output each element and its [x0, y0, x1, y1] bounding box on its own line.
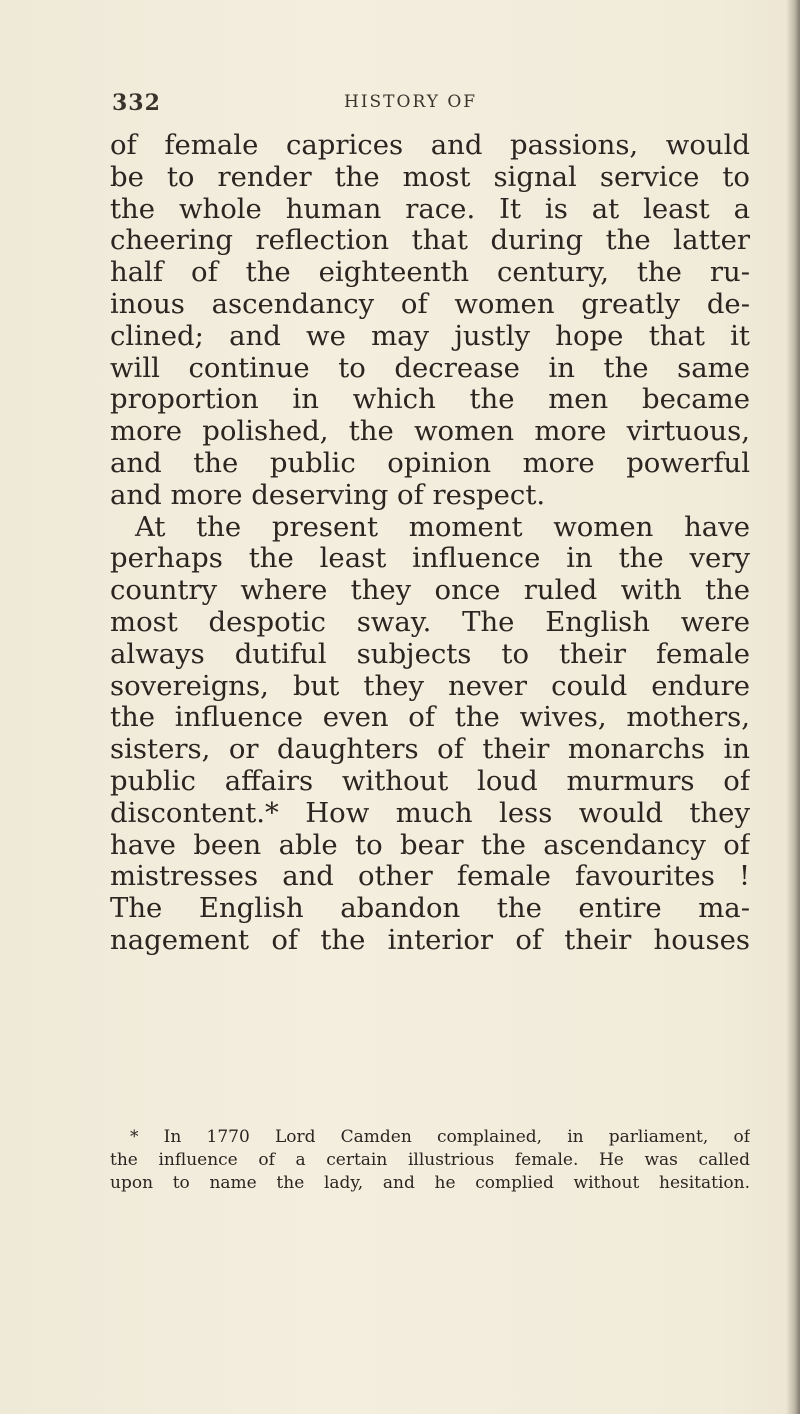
text-line: have been able to bear the ascendancy of: [110, 829, 750, 861]
text-line: and more deserving of respect.: [110, 479, 546, 511]
text-line: country where they once ruled with the: [110, 575, 750, 607]
text-line: the whole human race. It is at least a: [110, 193, 750, 225]
page-number: 332: [112, 90, 161, 116]
text-line: proportion in which the men became: [110, 384, 750, 416]
running-title: HISTORY OF: [344, 92, 478, 112]
text-line: cheering reflection that during the latter: [110, 225, 750, 257]
text-line: half of the eighteenth century, the ru-: [110, 257, 750, 289]
text-line: clined; and we may justly hope that it: [110, 320, 750, 352]
text-line: perhaps the least influence in the very: [110, 543, 750, 575]
text-line: mistresses and other female favourites !: [110, 861, 750, 893]
text-line: always dutiful subjects to their female: [110, 638, 750, 670]
text-line: of female caprices and passions, would: [110, 130, 750, 161]
running-head: [112, 90, 672, 130]
text-line: be to render the most signal service to: [110, 161, 750, 193]
text-line: nagement of the interior of their houses: [110, 924, 750, 956]
text-line: will continue to decrease in the same: [110, 352, 750, 384]
text-line: more polished, the women more virtuous,: [110, 416, 750, 448]
footnote: [110, 1126, 750, 1195]
text-line: the influence even of the wives, mothers,: [110, 702, 750, 734]
footnote-line: * In 1770 Lord Camden complained, in parliament, of: [130, 1127, 750, 1147]
text-line: The English abandon the entire ma-: [110, 893, 750, 925]
text-line: most despotic sway. The English were: [110, 606, 750, 638]
footnote-line: the influence of a certain illustrious female. He was called: [110, 1150, 750, 1170]
text-line: sovereigns, but they never could endure: [110, 670, 750, 702]
page-gutter-shadow: [786, 0, 800, 1414]
footnote-line: upon to name the lady, and he complied without hesitation.: [110, 1173, 750, 1193]
text-line: discontent.* How much less would they: [110, 797, 750, 829]
paragraph-start-line: At the present moment women have: [135, 511, 750, 543]
text-line: sisters, or daughters of their monarchs in: [110, 734, 750, 766]
body-text: [110, 130, 750, 957]
text-line: inous ascendancy of women greatly de-: [110, 288, 750, 320]
text-line: and the public opinion more powerful: [110, 447, 750, 479]
text-line: public affairs without loud murmurs of: [110, 765, 750, 797]
